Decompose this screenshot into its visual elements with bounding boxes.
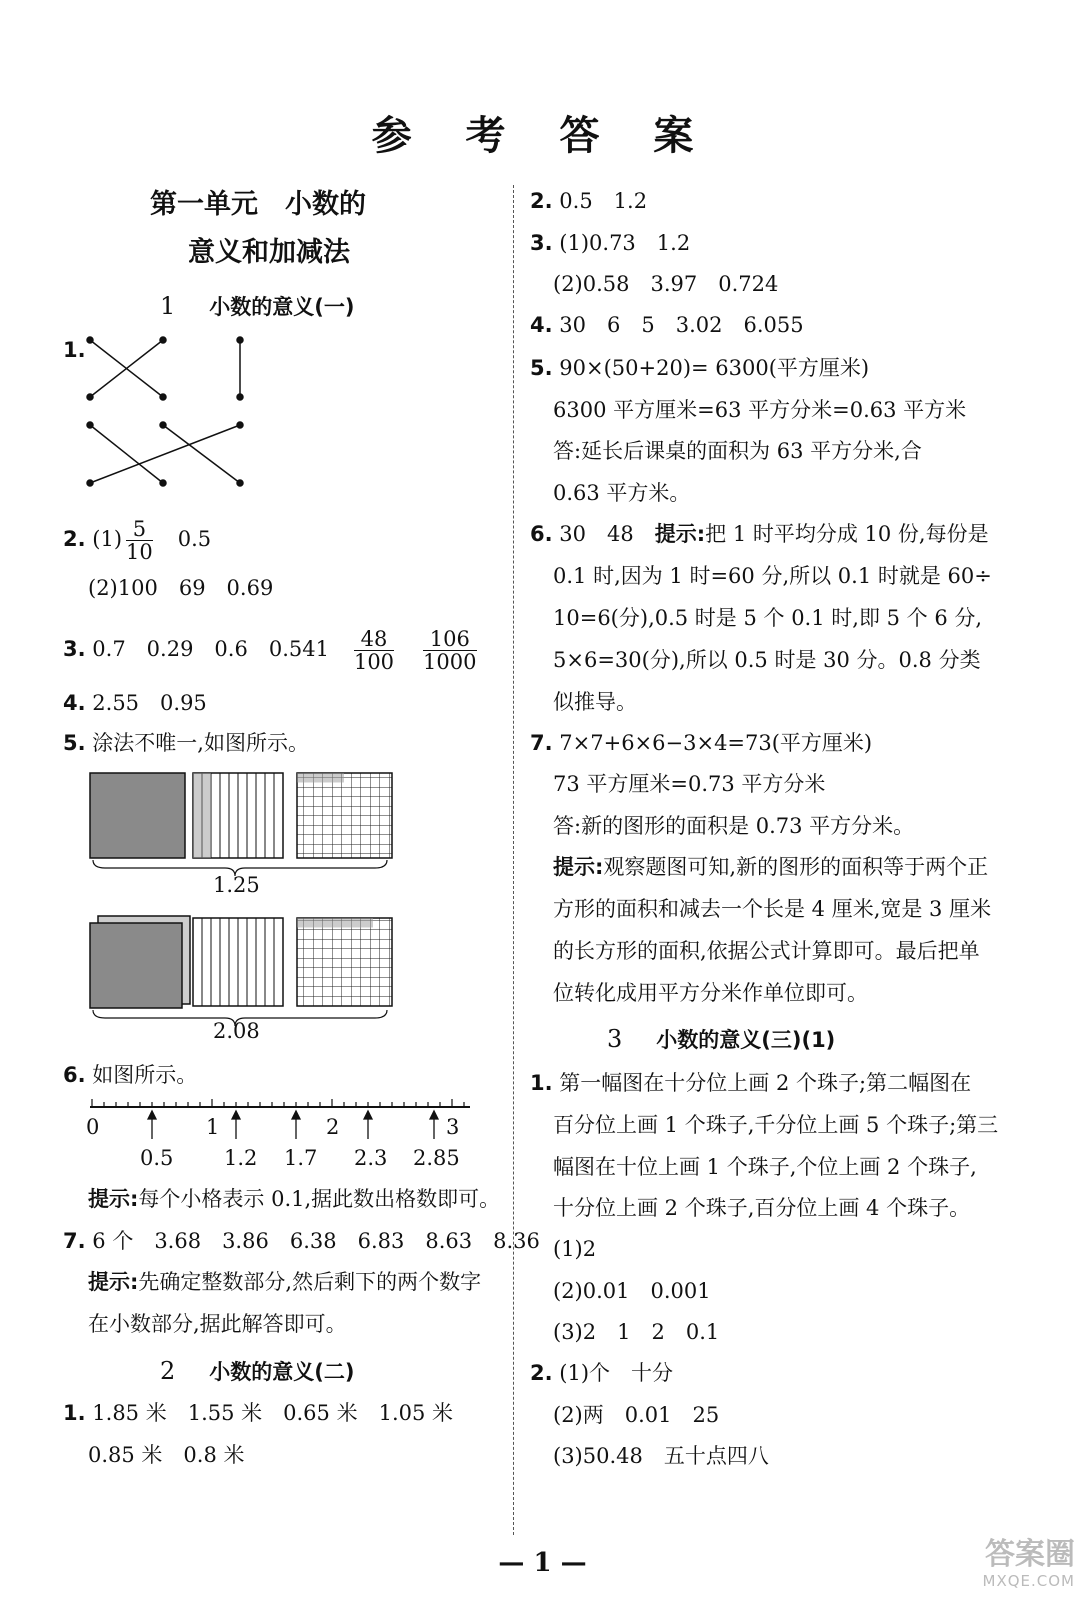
r-q5-3: 答:延长后课桌的面积为 63 平方分米,合	[553, 439, 922, 463]
q6-tip: 提示:每个小格表示 0.1,据此数出格数即可。	[88, 1187, 501, 1211]
r-q5-4: 0.63 平方米。	[553, 481, 691, 505]
watermark-logo: 答案圈 MXQE.COM	[982, 1537, 1075, 1590]
s3-q1-a2: (2)0.01 0.001	[553, 1279, 711, 1303]
tick-label-3: 3	[446, 1115, 460, 1139]
r-q7-2: 73 平方厘米=0.73 平方分米	[553, 772, 826, 796]
tick-label-0: 0	[86, 1115, 100, 1139]
r-q3-2: (2)0.58 3.97 0.724	[553, 272, 779, 296]
unit-heading-line1: 第一单元 小数的	[150, 189, 366, 220]
page-title: 参 考 答 案	[371, 113, 714, 159]
q4-answer: 4. 2.55 0.95	[63, 691, 207, 715]
s3-q2-3: (3)50.48 五十点四八	[553, 1444, 769, 1468]
r-q7-tip-3: 的长方形的面积,依据公式计算即可。最后把单	[553, 939, 980, 963]
r-q6-2: 0.1 时,因为 1 时=60 分,所以 0.1 时就是 60÷	[553, 564, 992, 588]
arrow-label-5: 2.85	[413, 1146, 460, 1170]
r-q7-tip-1: 提示:观察题图可知,新的图形的面积等于两个正	[553, 855, 989, 879]
r-q7-tip-2: 方形的面积和减去一个长是 4 厘米,宽是 3 厘米	[553, 897, 992, 921]
s3-q2-1: 2. (1)个 十分	[530, 1361, 674, 1385]
q2-answer-1: 2. (1) $\frac{5}{10}$ 0.5	[63, 517, 212, 564]
r-q3-1: 3. (1)0.73 1.2	[530, 231, 691, 255]
s3-q1-a3: (3)2 1 2 0.1	[553, 1320, 720, 1344]
r-q7-tip-4: 位转化成用平方分米作单位即可。	[553, 981, 868, 1005]
arrow-label-4: 2.3	[354, 1146, 388, 1170]
q6-answer: 6. 如图所示。	[63, 1063, 198, 1087]
r-q6-4: 5×6=30(分),所以 0.5 时是 30 分。0.8 分类	[553, 648, 981, 672]
s2-q1-line1: 1. 1.85 米 1.55 米 0.65 米 1.05 米	[63, 1401, 454, 1425]
r-q5-1: 5. 90×(50+20)= 6300(平方厘米)	[530, 356, 870, 380]
s3-q2-2: (2)两 0.01 25	[553, 1403, 720, 1427]
shaded-squares-figure	[85, 768, 405, 1043]
r-q6-5: 似推导。	[553, 690, 637, 714]
matching-lines-figure	[80, 330, 260, 495]
s3-q1-1: 1. 第一幅图在十分位上画 2 个珠子;第二幅图在	[530, 1071, 972, 1095]
r-q6-1: 6. 30 48 提示:把 1 时平均分成 10 份,每份是	[530, 522, 989, 546]
q5-answer: 5. 涂法不唯一,如图所示。	[63, 731, 309, 755]
s3-q1-3: 幅图在十位上画 1 个珠子,个位上画 2 个珠子,	[553, 1155, 977, 1179]
q7-tip-1: 提示:先确定整数部分,然后剩下的两个数字	[88, 1270, 482, 1294]
tick-label-1: 1	[206, 1115, 220, 1139]
arrow-label-2: 1.2	[224, 1146, 258, 1170]
section-heading-3: 3 小数的意义(三)(1)	[607, 1025, 836, 1053]
q7-tip-2: 在小数部分,据此解答即可。	[88, 1312, 347, 1336]
q3-answer: 3. 0.7 0.29 0.6 0.541 $\frac{48}{100}$ $\frac{106}{1000}$	[63, 627, 477, 674]
r-q4: 4. 30 6 5 3.02 6.055	[530, 313, 804, 337]
page-number: — 1 —	[498, 1548, 587, 1578]
r-q7-3: 答:新的图形的面积是 0.73 平方分米。	[553, 814, 915, 838]
arrow-label-1: 0.5	[140, 1146, 174, 1170]
column-divider	[513, 185, 514, 1535]
tick-label-2: 2	[326, 1115, 340, 1139]
r-q7-1: 7. 7×7+6×6−3×4=73(平方厘米)	[530, 731, 873, 755]
r-q2: 2. 0.5 1.2	[530, 189, 648, 213]
number-line-figure	[80, 1095, 480, 1145]
s2-q1-line2: 0.85 米 0.8 米	[88, 1443, 245, 1467]
section-heading-1: 1 小数的意义(一)	[160, 292, 355, 320]
figure-label-2: 2.08	[213, 1019, 260, 1043]
section-heading-2: 2 小数的意义(二)	[160, 1357, 355, 1385]
unit-heading-line2: 意义和加减法	[188, 237, 350, 268]
q2-answer-2: (2)100 69 0.69	[88, 576, 274, 600]
r-q5-2: 6300 平方厘米=63 平方分米=0.63 平方米	[553, 398, 967, 422]
r-q6-3: 10=6(分),0.5 时是 5 个 0.1 时,即 5 个 6 分,	[553, 606, 983, 630]
s3-q1-a1: (1)2	[553, 1237, 597, 1261]
figure-label-1: 1.25	[213, 873, 260, 897]
s3-q1-4: 十分位上画 2 个珠子,百分位上画 4 个珠子。	[553, 1196, 971, 1220]
arrow-label-3: 1.7	[284, 1146, 318, 1170]
q7-answer: 7. 6 个 3.68 3.86 6.38 6.83 8.63 8.36	[63, 1229, 540, 1253]
s3-q1-2: 百分位上画 1 个珠子,千分位上画 5 个珠子;第三	[553, 1113, 999, 1137]
